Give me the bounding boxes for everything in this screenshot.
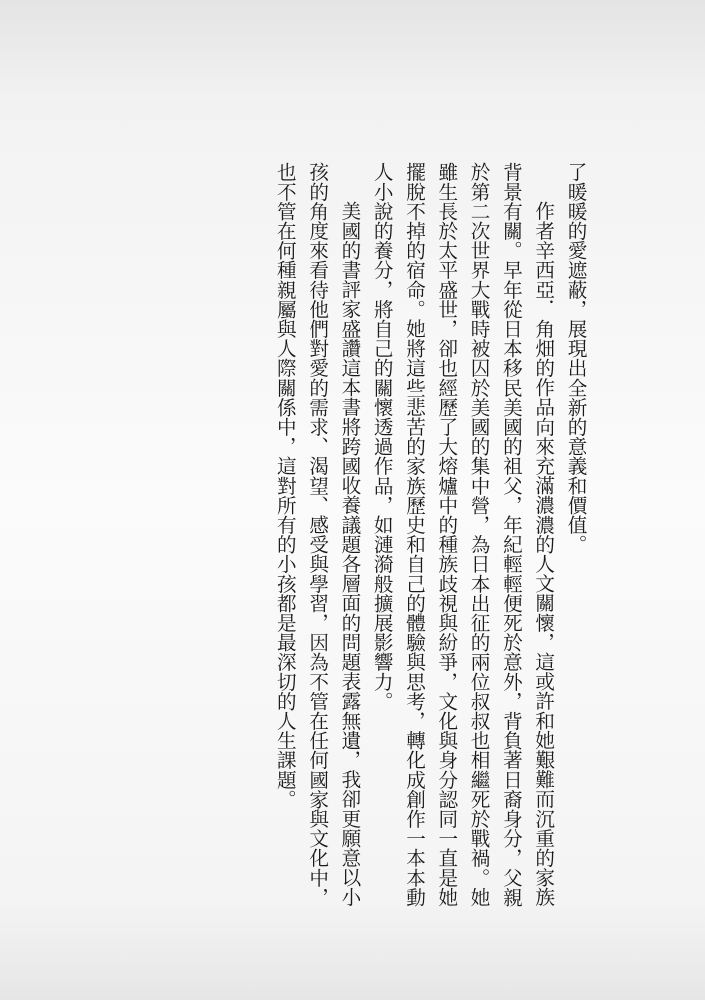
paragraph-3: 美國的書評家盛讚這本書將跨國收養議題各層面的問題表露無遺，我卻更願意以小孩的角度來看待他們對愛的需求、渴望、感受與學習，因為不管在任何國家與文化中，也不管在何種親屬與人際關係中，這對所有的小孩都是最深切的人生課題。 [273, 162, 361, 907]
paragraph-1: 了暖暖的愛遮蔽，展現出全新的意義和價值。 [564, 162, 587, 554]
vertical-text-body [268, 162, 591, 922]
paragraph-2: 作者辛西亞．角畑的作品向來充滿濃濃的人文關懷，這或許和她艱難而沉重的家族背景有關。早年從日本移民美國的祖父，年紀輕輕便死於意外，背負著日裔身分，父親於第二次世界大戰時被囚於美國的集中營，為日本出征的兩位叔叔也相繼死於戰禍。她雖生長於太平盛世，卻也經歷了大熔爐中的種族歧視與紛爭，文化與身分認同一直是她擺脫不掉的宿命。她將這些悲苦的家族歷史和自己的體驗與思考，轉化成創作一本本動人小說的養分，將自己的關懷透過作品，如漣漪般擴展影響力。 [370, 162, 555, 907]
